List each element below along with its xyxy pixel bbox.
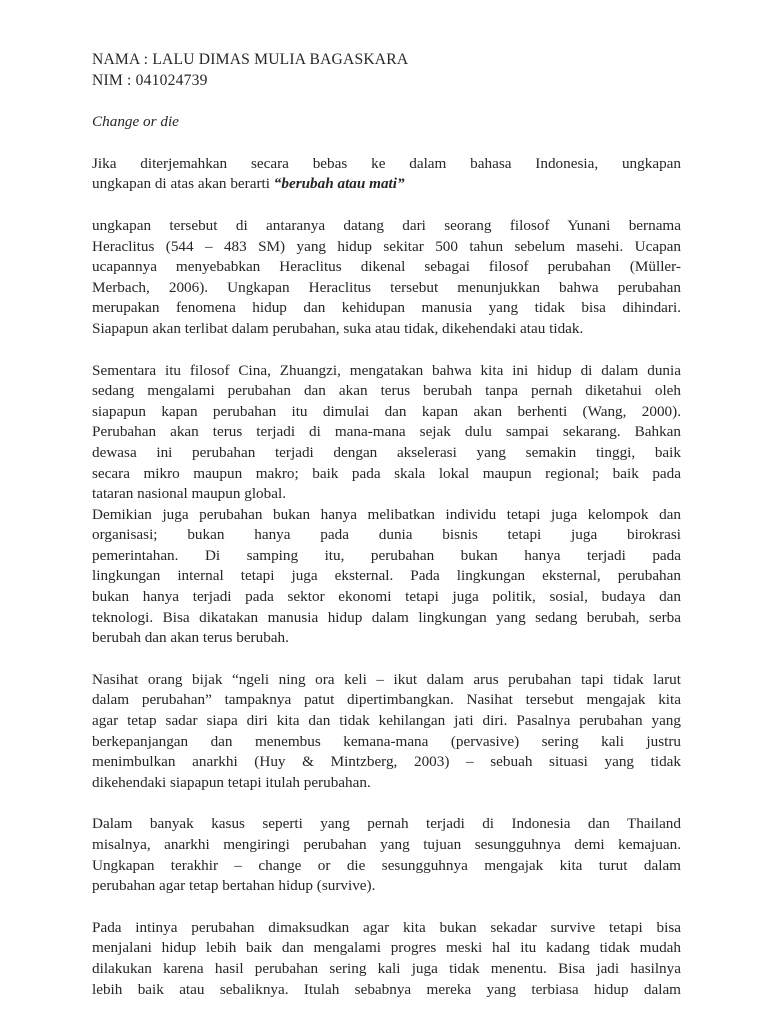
paragraph-line: Nasihat orang bijak “ngeli ning ora keli – ikut dalam arus perubahan tapi tidak larut	[92, 670, 681, 688]
paragraph-line: menimbulkan anarkhi (Huy & Mintzberg, 2003) – sebuah situasi yang tidak	[92, 753, 681, 771]
paragraph-line: organisasi; bukan hanya pada dunia bisnis tetapi juga birokrasi	[92, 526, 681, 544]
body-paragraphs	[92, 216, 681, 1000]
paragraph-line: Heraclitus (544 – 483 SM) yang hidup sekitar 500 tahun sebelum masehi. Ucapan	[92, 237, 681, 255]
paragraph-line: misalnya, anarkhi mengiringi perubahan yang tujuan sesungguhnya demi kemajuan.	[92, 836, 681, 853]
paragraph-line: perubahan agar tetap bertahan hidup (survive).	[92, 877, 376, 895]
paragraph-line: agar tetap sadar siapa diri kita dan tidak kehilangan jati diri. Pasalnya perubahan yang	[92, 712, 681, 730]
spacer	[92, 793, 681, 814]
spacer	[92, 133, 681, 154]
paragraph-line: dikehendaki siapapun tetapi itulah perubahan.	[92, 773, 371, 791]
spacer	[92, 195, 681, 216]
spacer	[92, 91, 681, 112]
student-id: NIM : 041024739	[92, 71, 208, 89]
paragraph-line: Ungkapan terakhir – change or die sesungguhnya mengajak kita turut dalam	[92, 856, 681, 874]
essay-title: Change or die	[92, 113, 179, 131]
paragraph-line: dewasa ini perubahan terjadi dengan akselerasi yang semakin tinggi, baik	[92, 443, 681, 461]
spacer	[92, 649, 681, 670]
paragraph-line: secara mikro maupun makro; baik pada skala lokal maupun regional; baik pada	[92, 464, 681, 482]
paragraph	[92, 814, 681, 896]
paragraph-line: dilakukan karena hasil perubahan sering kali juga tidak menentu. Bisa jadi hasilnya	[92, 959, 681, 977]
document-page	[92, 50, 681, 1000]
author-name: NAMA : LALU DIMAS MULIA BAGASKARA	[92, 51, 409, 68]
paragraph-line: Demikian juga perubahan bukan hanya melibatkan individu tetapi juga kelompok dan	[92, 505, 681, 523]
paragraph-line: siapapun kapan perubahan itu dimulai dan kapan akan berhenti (Wang, 2000).	[92, 402, 681, 420]
paragraph-line: Perubahan akan terus terjadi di mana-mana sejak dulu sampai sekarang. Bahkan	[92, 423, 681, 441]
spacer	[92, 897, 681, 918]
paragraph	[92, 216, 681, 340]
paragraph-line: pemerintahan. Di samping itu, perubahan bukan hanya terjadi pada	[92, 546, 681, 564]
paragraph-line: Merbach, 2006). Ungkapan Heraclitus tersebut menunjukkan bahwa perubahan	[92, 278, 681, 296]
paragraph-line: lingkungan internal tetapi juga eksternal. Pada lingkungan eksternal, perubahan	[92, 567, 681, 585]
paragraph-line: menjalani hidup lebih baik dan mengalami progres meski hal itu kadang tidak mudah	[92, 939, 681, 957]
intro-emphasis: “berubah atau mati”	[273, 175, 405, 193]
spacer	[92, 340, 681, 361]
intro-line: Jika diterjemahkan secara bebas ke dalam bahasa Indonesia, ungkapan	[92, 154, 681, 172]
paragraph-line: sedang mengalami perubahan dan akan terus berubah tanpa pernah diketahui oleh	[92, 382, 681, 400]
paragraph-line: bukan hanya terjadi pada sektor ekonomi tetapi juga politik, sosial, budaya dan	[92, 588, 681, 606]
paragraph-line: Siapapun akan terlibat dalam perubahan, suka atau tidak, dikehendaki atau tidak.	[92, 319, 584, 337]
paragraph-line: Pada intinya perubahan dimaksudkan agar kita bukan sekadar survive tetapi bisa	[92, 918, 681, 936]
paragraph-line: ungkapan tersebut di antaranya datang dari seorang filosof Yunani bernama	[92, 216, 681, 234]
intro-paragraph	[92, 154, 681, 195]
intro-text: ungkapan di atas akan berarti	[92, 175, 274, 193]
paragraph-line: teknologi. Bisa dikatakan manusia hidup dalam lingkungan yang sedang berubah, serba	[92, 608, 681, 626]
paragraph-line: ucapannya menyebabkan Heraclitus dikenal sebagai filosof perubahan (Müller-	[92, 258, 681, 276]
paragraph-line: berubah dan akan terus berubah.	[92, 629, 289, 647]
paragraph-line: tataran nasional maupun global.	[92, 485, 287, 503]
paragraph-line: berkepanjangan dan menembus kemana-mana (pervasive) sering kali justru	[92, 732, 681, 750]
paragraph-line: lebih baik atau sebaliknya. Itulah sebabnya mereka yang terbiasa hidup dalam	[92, 980, 681, 998]
paragraph-line: Sementara itu filosof Cina, Zhuangzi, mengatakan bahwa kita ini hidup di dalam dunia	[92, 361, 681, 379]
paragraph	[92, 918, 681, 1000]
paragraph	[92, 361, 681, 649]
paragraph	[92, 670, 681, 794]
paragraph-line: dalam perubahan” tampaknya patut dipertimbangkan. Nasihat tersebut mengajak kita	[92, 691, 681, 709]
paragraph-line: Dalam banyak kasus seperti yang pernah terjadi di Indonesia dan Thailand	[92, 815, 681, 833]
paragraph-line: merupakan fenomena hidup dan kehidupan manusia yang tidak bisa dihindari.	[92, 299, 681, 317]
intro-line	[92, 174, 681, 195]
